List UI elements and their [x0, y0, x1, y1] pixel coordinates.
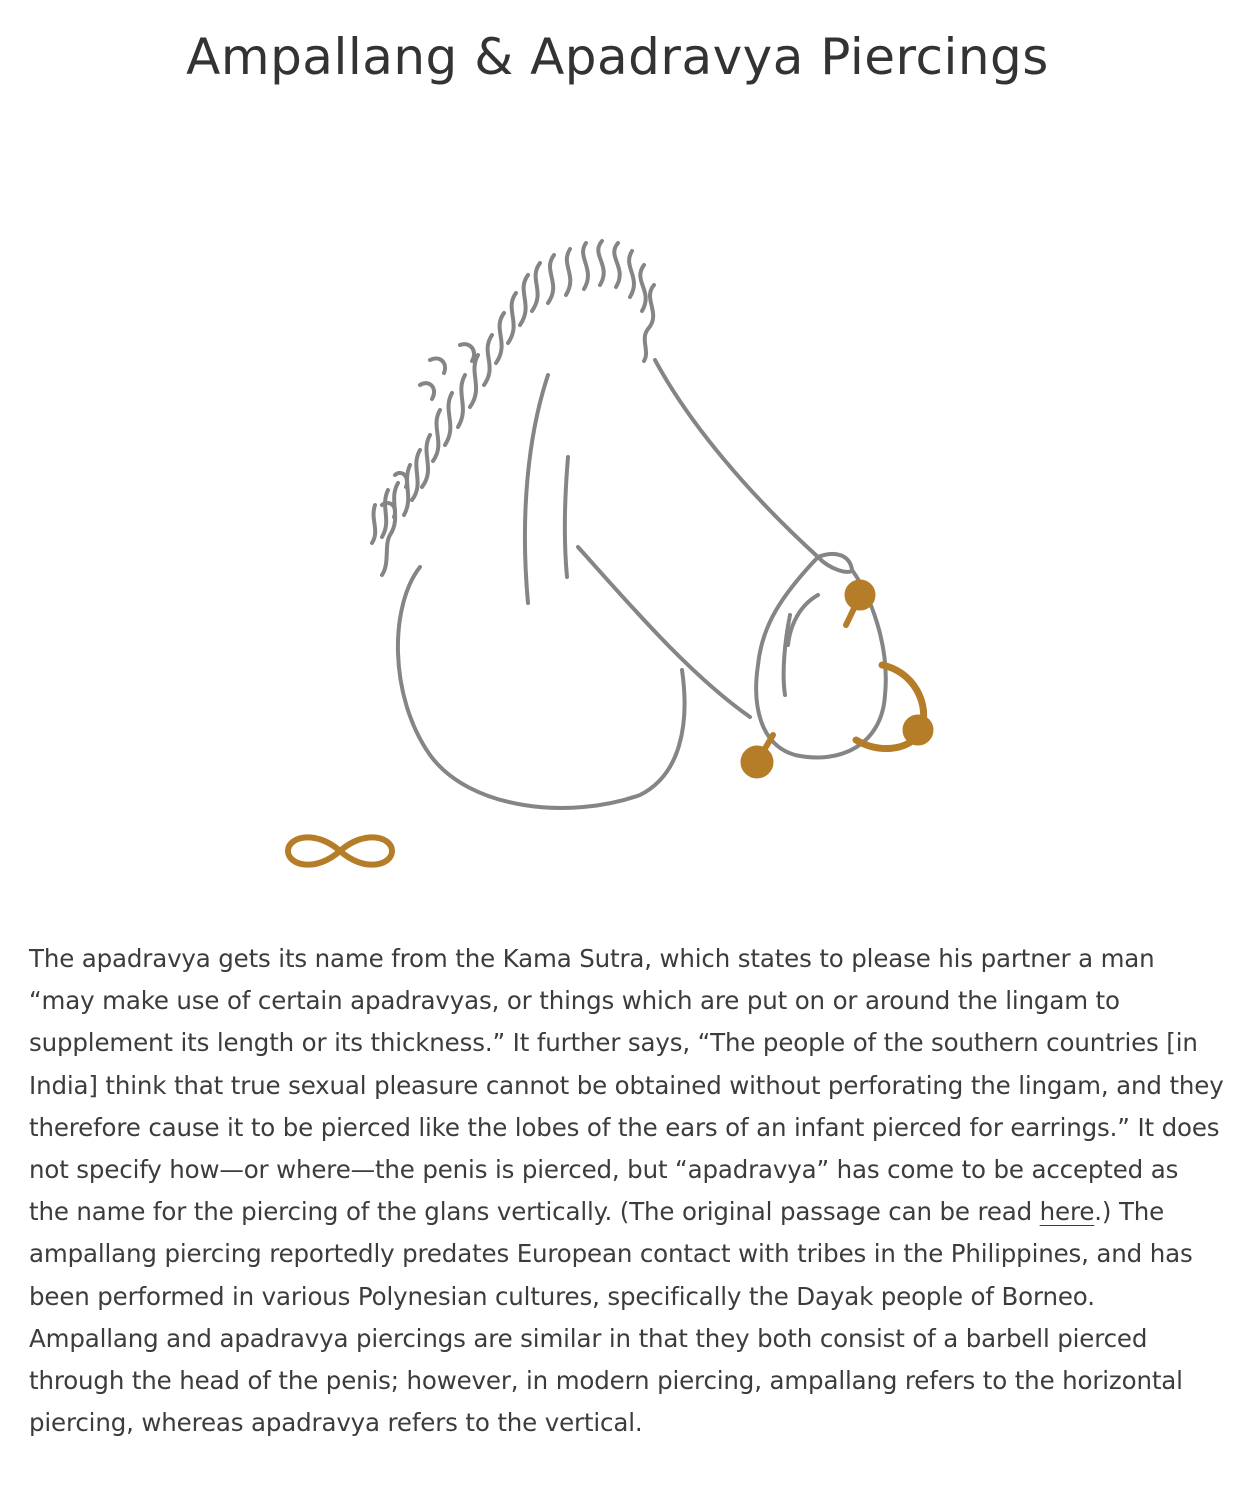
paragraph-text-part-1: The apadravya gets its name from the Kama Sutra, which states to please his partner a man “may make use of certain apadravyas, or things which are put on or around the lingam to supplement its length or its thickness.” It further says, “The people of the southern countries [in India] think that true sexual pleasure cannot be obtained without perforating the lingam, and they therefore cause it to be pierced like the lobes of the ears of an infant pierced for earrings.” It does not specify how—or where—the penis is pierced, but “apadravya” has come to be accepted as the name for the piercing of the glans vertically. (The original passage can be read	[29, 944, 1224, 1227]
piercing-illustration-icon	[270, 225, 970, 885]
article-paragraph	[29, 938, 1225, 1444]
line-art	[372, 241, 886, 808]
original-passage-link[interactable]: here	[1039, 1197, 1095, 1227]
jewelry	[288, 580, 933, 865]
paragraph-text-part-2: .) The ampallang piercing reportedly predates European contact with tribes in the Philippines, and has been performed in various Polynesian cultures, specifically the Dayak people of Borneo. Ampallang and apadravya piercings are similar in that they both consist of a barbell pierced through the head of the penis; however, in modern piercing, ampallang refers to the horizontal piercing, whereas apadravya refers to the vertical.	[29, 1197, 1193, 1438]
page-title: Ampallang & Apadravya Piercings	[186, 28, 1049, 86]
